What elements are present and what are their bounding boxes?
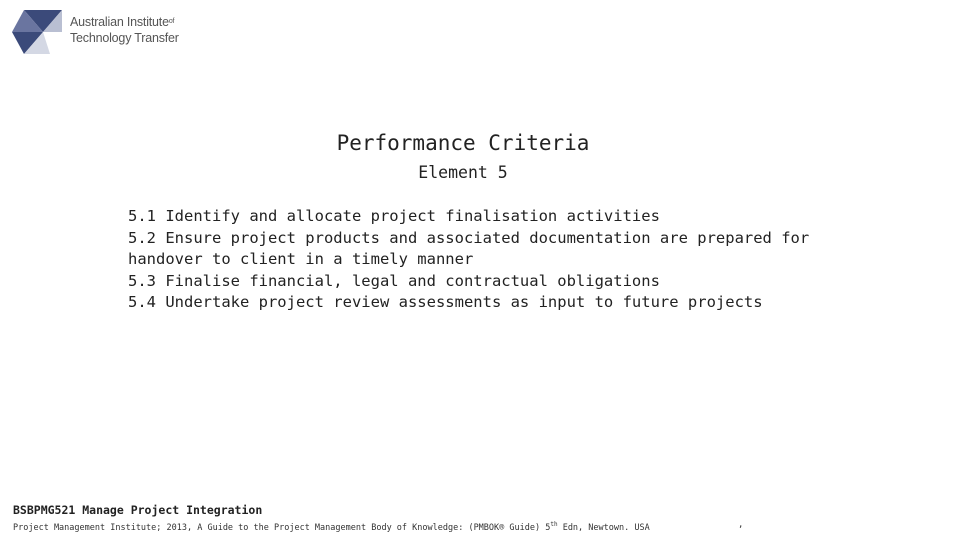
aitt-logo xyxy=(10,8,210,56)
criterion-item: 5.1 Identify and allocate project finalisation activities xyxy=(128,207,660,225)
logo-line1: Australian Institute xyxy=(70,15,169,29)
slide-subtitle: Element 5 xyxy=(418,163,508,182)
logo-mark-icon xyxy=(10,8,64,56)
logo-text xyxy=(70,14,179,46)
criterion-item: 5.2 Ensure project products and associated documentation are prepared for handover to client in a timely manner xyxy=(128,228,819,268)
logo-line2: Technology Transfer xyxy=(70,31,179,45)
criterion-item: 5.3 Finalise financial, legal and contractual obligations xyxy=(128,271,660,290)
reference-citation xyxy=(13,519,713,534)
logo-of: of xyxy=(168,18,175,25)
reference-text-2: Edn, Newtown. USA xyxy=(557,522,650,533)
criteria-list xyxy=(128,206,828,314)
slide-title: Performance Criteria xyxy=(336,131,590,155)
criterion-item: 5.4 Undertake project review assessments as input to future projects xyxy=(128,293,763,311)
reference-sup: th xyxy=(550,521,558,528)
page-number: , xyxy=(738,520,744,530)
unit-title: BSBPMG521 Manage Project Integration xyxy=(13,503,263,517)
reference-text-1: Project Management Institute; 2013, A Guide to the Project Management Body of Knowledge: (PMBOK® Guide) 5 xyxy=(13,522,551,533)
